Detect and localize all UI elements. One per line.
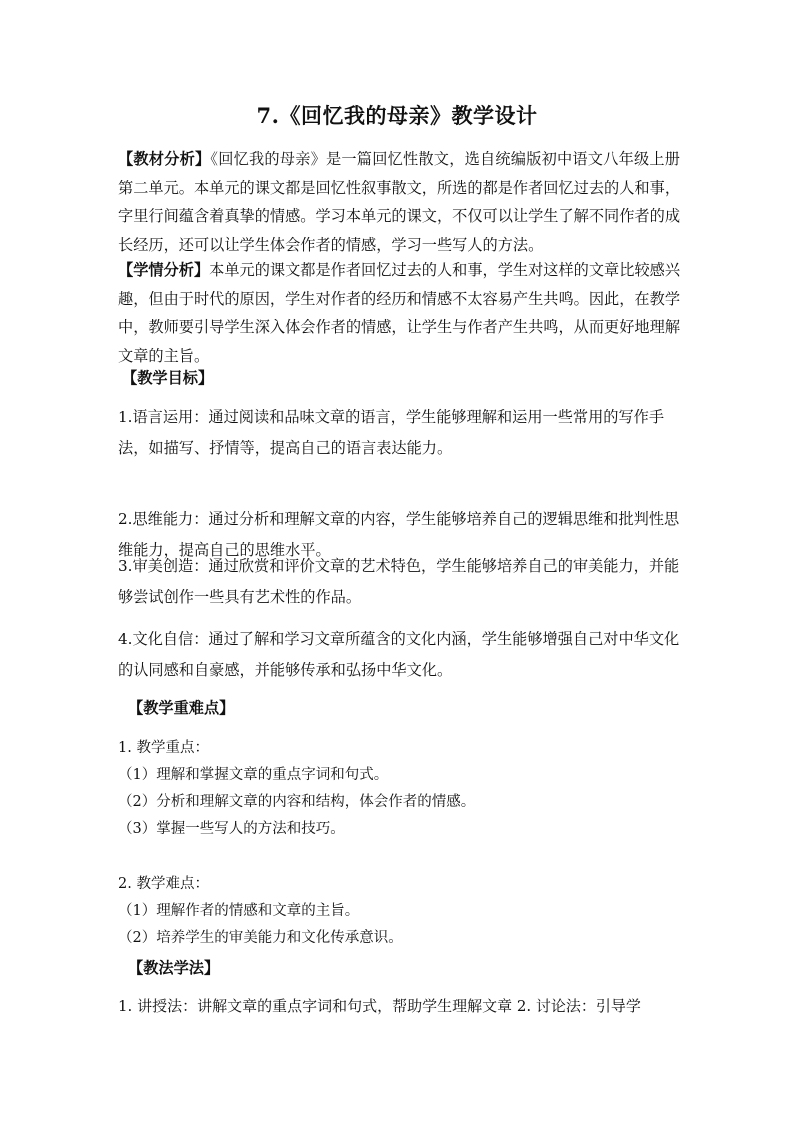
goal-item-4: 4.文化自信：通过了解和学习文章所蕴含的文化内涵，学生能够增强自己对中华文化的认同感和自豪感，并能够传承和弘扬中华文化。 bbox=[118, 630, 680, 679]
difficulty-item-1: （1）理解作者的情感和文章的主旨。 bbox=[118, 903, 360, 919]
key-point-item-2: （2）分析和理解文章的内容和结构，体会作者的情感。 bbox=[118, 794, 476, 810]
difficulties-title: 2. 教学难点： bbox=[118, 876, 209, 892]
learner-analysis-label: 【学情分析】 bbox=[118, 261, 210, 279]
textbook-analysis-label: 【教材分析】 bbox=[118, 150, 211, 168]
methods-text: 1. 讲授法：讲解文章的重点字词和句式，帮助学生理解文章 2. 讨论法：引导学 bbox=[118, 997, 641, 1015]
learner-analysis-text: 本单元的课文都是作者回忆过去的人和事，学生对这样的文章比较感兴趣，但由于时代的原因，学生对作者的经历和情感不太容易产生共鸣。因此，在教学中，教师要引导学生深入体会作者的情感，让学生与作者产生共鸣，从而更好地理解文章的主旨。 bbox=[118, 261, 681, 365]
difficulty-item-2: （2）培养学生的审美能力和文化传承意识。 bbox=[118, 930, 403, 946]
methods-heading: 【教法学法】 bbox=[128, 959, 220, 977]
goal-item-2: 2.思维能力：通过分析和理解文章的内容，学生能够培养自己的逻辑思维和批判性思维能力，提高自己的思维水平。 bbox=[118, 510, 680, 559]
key-points-title: 1. 教学重点： bbox=[118, 740, 209, 756]
goal-item-1: 1.语言运用：通过阅读和品味文章的语言，学生能够理解和运用一些常用的写作手法，如描写、抒情等，提高自己的语言表达能力。 bbox=[118, 408, 665, 457]
textbook-analysis-paragraph bbox=[118, 145, 680, 259]
key-points-heading: 【教学重难点】 bbox=[128, 699, 235, 717]
page-title: 7.《回忆我的母亲》教学设计 bbox=[256, 103, 538, 128]
goal-item-3: 3.审美创造：通过欣赏和评价文章的艺术特色，学生能够培养自己的审美能力，并能够尝试创作一些具有艺术性的作品。 bbox=[118, 557, 680, 606]
textbook-analysis-text: 《回忆我的母亲》是一篇回忆性散文，选自统编版初中语文八年级上册第二单元。本单元的课文都是回忆性叙事散文，所选的都是作者回忆过去的人和事，字里行间蕴含着真挚的情感。学习本单元的课文，不仅可以让学生了解不同作者的成长经历，还可以让学生体会作者的情感，学习一些写人的方法。 bbox=[118, 150, 680, 254]
key-point-item-1: （1）理解和掌握文章的重点字词和句式。 bbox=[118, 767, 389, 783]
learner-analysis-paragraph bbox=[118, 256, 680, 370]
goals-heading: 【教学目标】 bbox=[122, 369, 214, 387]
key-point-item-3: （3）掌握一些写人的方法和技巧。 bbox=[118, 821, 345, 837]
